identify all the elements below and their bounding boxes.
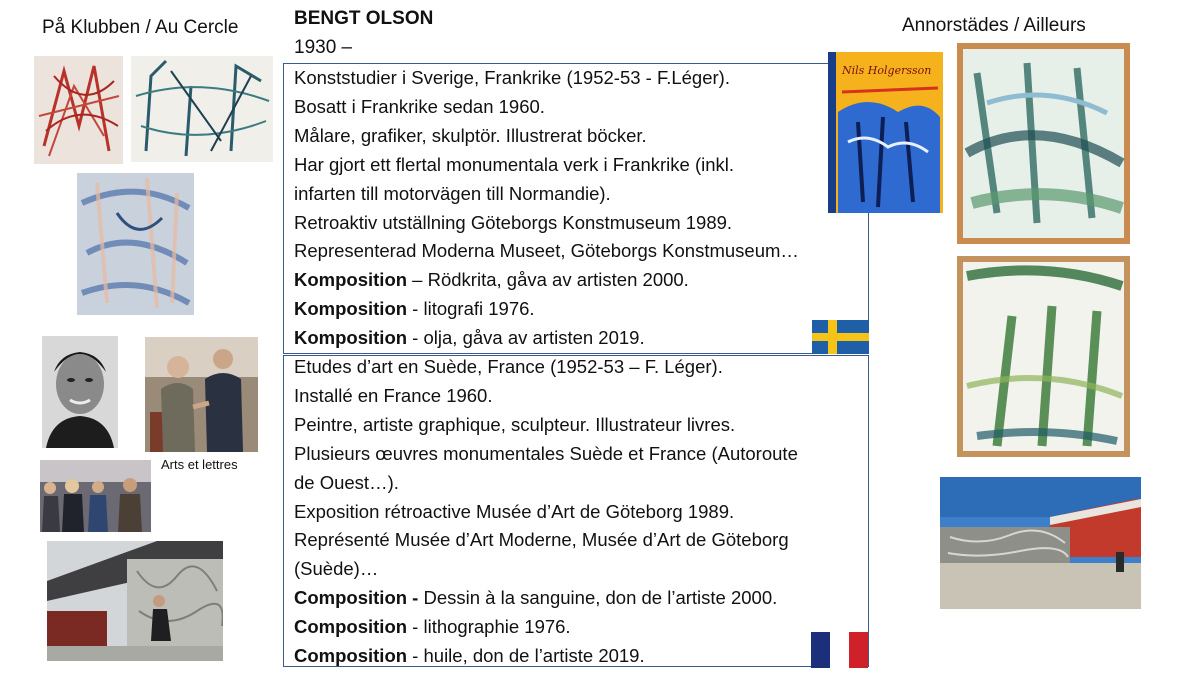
line-text: - huile, don de l’artiste 2019. [407,645,645,667]
line-text: Målare, grafiker, skulptör. Illustrerat böcker. [294,124,647,146]
line-text: Representerad Moderna Museet, Göteborgs Konstmuseum… [294,240,799,262]
arts-et-lettres-caption: Arts et lettres [161,457,238,472]
line-text: Exposition rétroactive Musée d’Art de Göteborg 1989. [294,500,735,522]
line-text: – Rödkrita, gåva av artisten 2000. [407,269,689,291]
artist-with-mural-photo [47,541,223,661]
artist-portrait-photo [42,336,118,448]
line-text: - olja, gåva av artisten 2019. [407,327,645,349]
french-text-line [294,584,798,613]
artist-name: BENGT OLSON [294,8,434,29]
line-text: Représenté Musée d’Art Moderne, Musée d’Art de Göteborg [294,529,789,551]
french-text-line [294,440,798,469]
exhibition-group-photo [40,460,151,532]
line-text: Plusieurs œuvres monumentales Suède et France (Autoroute [294,442,798,464]
framed-painting-top-image [957,43,1130,244]
french-text-line [294,526,798,555]
swedish-text-line [294,209,799,238]
composition-title: Composition - [294,587,419,609]
french-text-line [294,411,798,440]
line-text: Etudes d’art en Suède, France (1952-53 – F. Léger). [294,356,723,377]
framed-painting-bottom-image [957,256,1130,457]
french-text-line [294,382,798,411]
french-text-line [294,613,798,642]
swedish-text-line [294,93,799,122]
line-text: infarten till motorvägen till Normandie). [294,182,611,204]
french-text [294,353,798,671]
swedish-text-line [294,180,799,209]
line-text: Installé en France 1960. [294,384,493,406]
swedish-text-line [294,122,799,151]
book-title-signature: Nils Holgersson [842,64,932,77]
composition-title: Composition [294,645,408,667]
line-text: (Suède)… [294,558,379,580]
right-heading: Annorstädes / Ailleurs [902,15,1086,36]
composition-title: Komposition [294,327,408,349]
swedish-text-line [294,64,799,93]
oil-painting-image [77,173,194,315]
swedish-text-line [294,266,799,295]
french-text-line [294,469,798,498]
line-text: Har gjort ett flertal monumentala verk i Frankrike (inkl. [294,153,735,175]
french-text-line [294,642,798,671]
artist-years: 1930 – [294,37,353,58]
swedish-text-line [294,151,799,180]
swedish-text-line [294,295,799,324]
swedish-text-line [294,324,799,353]
line-text: Retroaktiv utställning Göteborgs Konstmuseum 1989. [294,211,733,233]
composition-title: Komposition [294,269,408,291]
swedish-text-line [294,237,799,266]
line-text: - litografi 1976. [407,298,535,320]
swedish-flag [812,320,869,354]
composition-title: Composition [294,616,408,638]
award-ceremony-photo [145,337,258,452]
line-text: - lithographie 1976. [407,616,571,638]
motorway-mural-building-photo [940,477,1141,609]
line-text: Bosatt i Frankrike sedan 1960. [294,95,545,117]
french-text-line [294,555,798,584]
red-chalk-drawing-image [34,56,123,164]
swedish-text [294,64,799,353]
line-text: Konststudier i Sverige, Frankrike (1952-53 - F.Léger). [294,67,730,88]
french-text-line [294,498,798,527]
nils-holgersson-book-cover [828,52,943,213]
line-text: Dessin à la sanguine, don de l’artiste 2000. [418,587,778,609]
composition-title: Komposition [294,298,408,320]
line-text: Peintre, artiste graphique, sculpteur. Illustrateur livres. [294,413,736,435]
french-text-line [294,353,798,382]
lithograph-image [131,56,273,162]
french-flag [811,632,868,668]
line-text: de Ouest…). [294,471,399,493]
left-heading: På Klubben / Au Cercle [42,17,239,38]
